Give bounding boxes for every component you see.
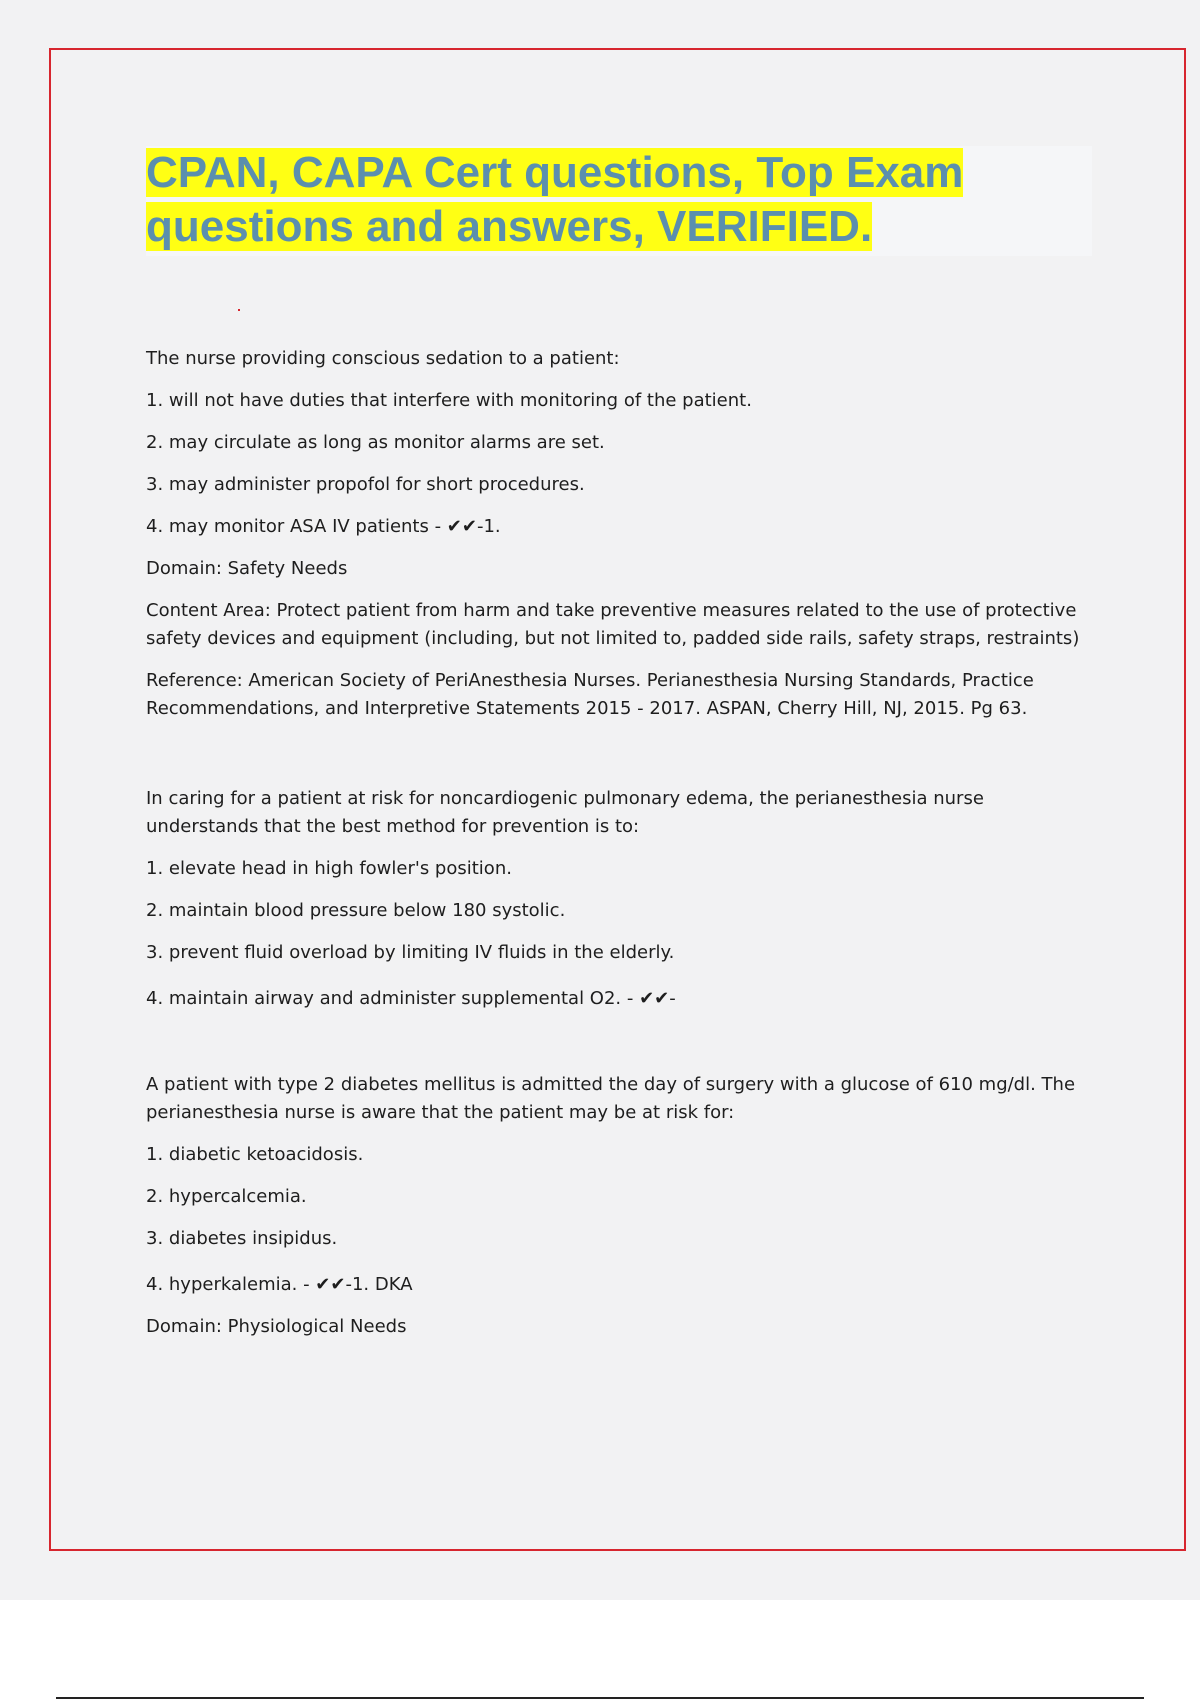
answer-option: 4. maintain airway and administer supplemental O2. - ✔✔- <box>146 988 676 1009</box>
bottom-divider <box>56 1697 1144 1699</box>
answer-option: 1. diabetic ketoacidosis. <box>146 1144 364 1165</box>
domain-line: Domain: Safety Needs <box>146 558 348 579</box>
question-1 <box>146 345 1086 723</box>
answer-option: 4. hyperkalemia. - ✔✔-1. DKA <box>146 1274 413 1295</box>
reference: Reference: American Society of PeriAnesthesia Nurses. Perianesthesia Nursing Standards, Practice Recommendations, and Interpretive Statements 2015 - 2017. ASPAN, Cherry Hill, NJ, 2015. Pg 63. <box>146 670 1034 719</box>
content-area: Content Area: Protect patient from harm and take preventive measures related to the use of protective safety devices and equipment (including, but not limited to, padded side rails, safety straps, restraints) <box>146 600 1080 649</box>
document-body <box>146 345 1086 1341</box>
answer-option: 1. will not have duties that interfere with monitoring of the patient. <box>146 390 752 411</box>
answer-option: 2. hypercalcemia. <box>146 1186 307 1207</box>
answer-option: 3. prevent fluid overload by limiting IV fluids in the elderly. <box>146 942 675 963</box>
question-3 <box>146 1071 1086 1341</box>
question-stem: A patient with type 2 diabetes mellitus is admitted the day of surgery with a glucose of 610 mg/dl. The perianesthesia nurse is aware that the patient may be at risk for: <box>146 1074 1076 1123</box>
answer-option: 3. may administer propofol for short procedures. <box>146 474 585 495</box>
question-stem: In caring for a patient at risk for noncardiogenic pulmonary edema, the perianesthesia nurse understands that the best method for prevention is to: <box>146 788 984 837</box>
answer-option: 1. elevate head in high fowler's position. <box>146 858 512 879</box>
answer-option: 4. may monitor ASA IV patients - ✔✔-1. <box>146 516 501 537</box>
question-2 <box>146 785 1086 1013</box>
answer-option: 2. may circulate as long as monitor alarms are set. <box>146 432 605 453</box>
stray-red-mark <box>238 309 240 311</box>
title-highlight: CPAN, CAPA Cert questions, Top Exam questions and answers, VERIFIED. <box>146 148 964 251</box>
domain-line: Domain: Physiological Needs <box>146 1316 407 1337</box>
answer-option: 2. maintain blood pressure below 180 systolic. <box>146 900 566 921</box>
title-block <box>146 146 1092 256</box>
document-title <box>146 146 1092 254</box>
answer-option: 3. diabetes insipidus. <box>146 1228 338 1249</box>
question-stem: The nurse providing conscious sedation to a patient: <box>146 348 620 369</box>
